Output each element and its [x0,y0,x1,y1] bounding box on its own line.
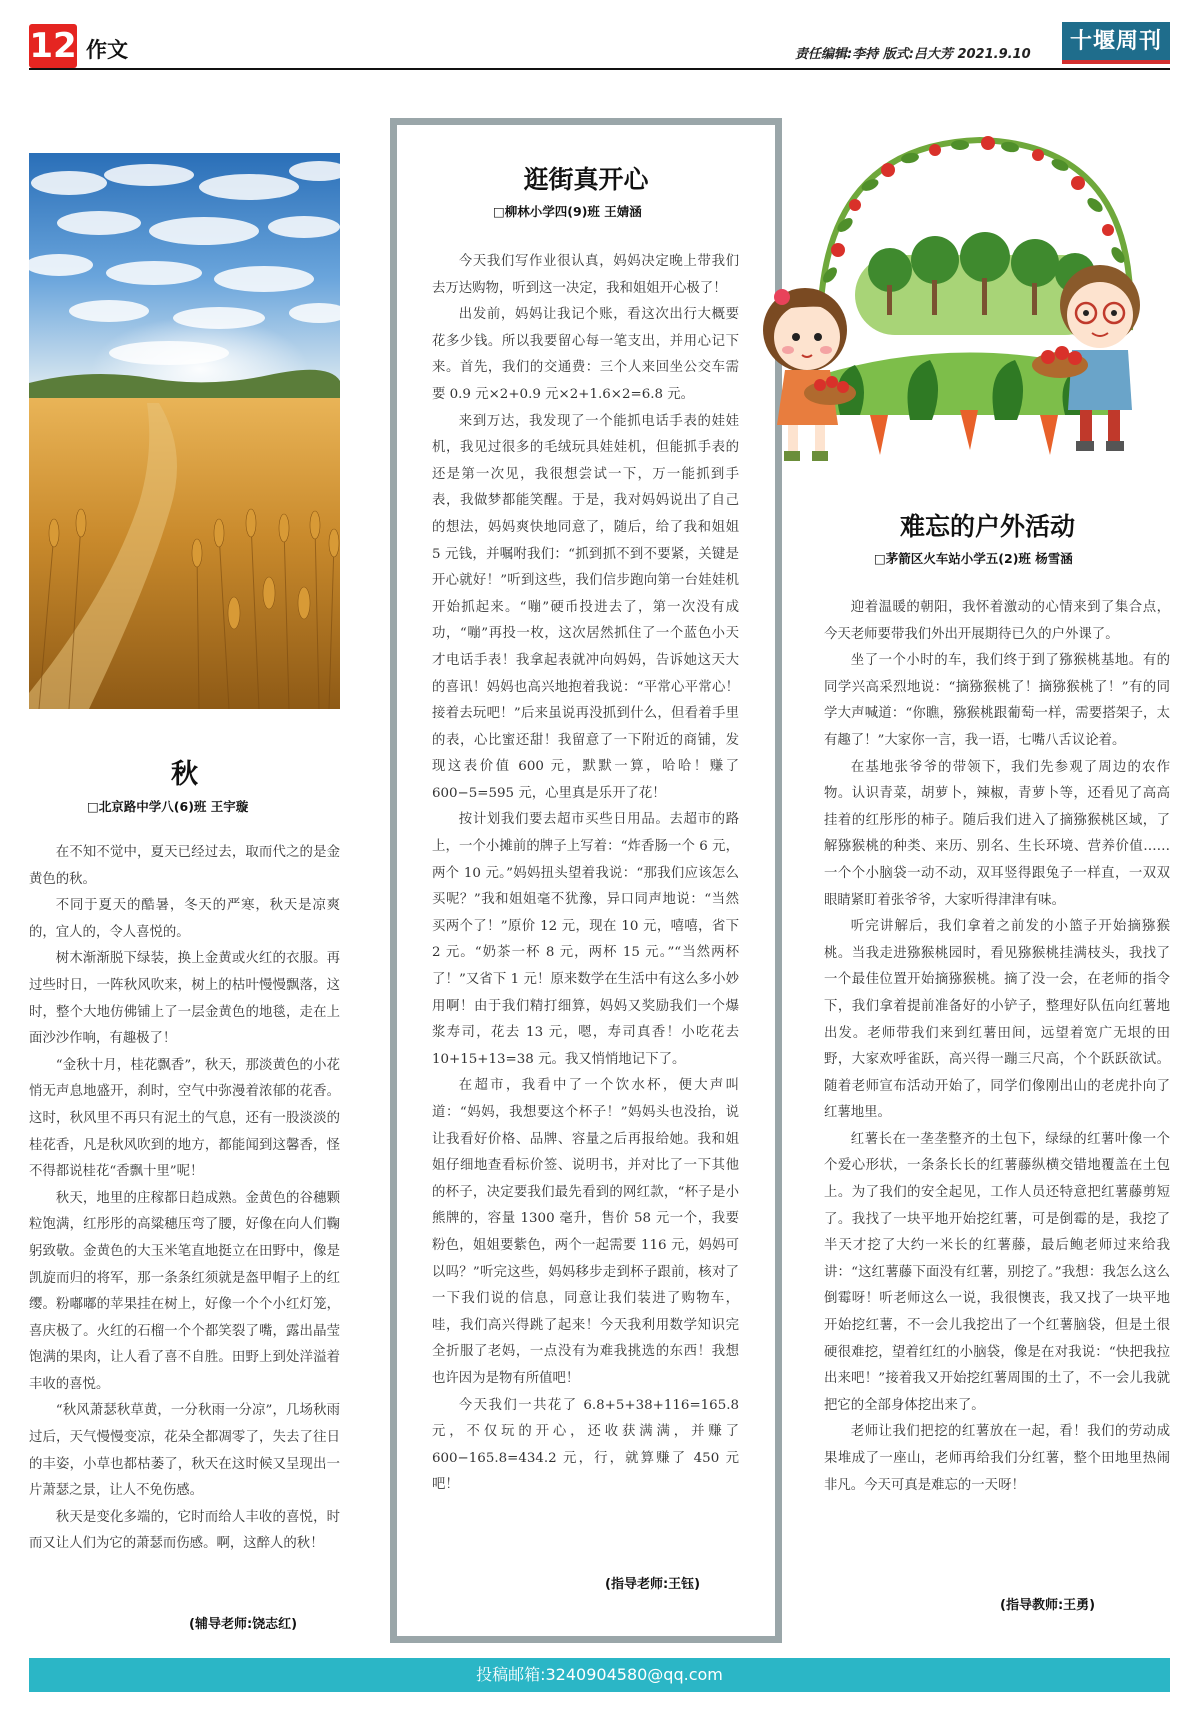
children-harvest-illustration [760,125,1170,470]
paragraph: 迎着温暖的朝阳，我怀着激动的心情来到了集合点，今天老师要带我们外出开展期待已久的户外课了。 [824,600,1170,642]
paragraph: 按计划我们要去超市买些日用品。去超市的路上，一个小摊前的牌子上写着：“炸香肠一个 6 元，两个 10 元。”妈妈扭头望着我说：“那我们应该怎么买呢？”我和姐姐毫不犹豫，异口同声地说：“当然买两个了！”原价 12 元，现在 10 元，嘻嘻，省下 2 元。“奶茶一杯 8 元，两杯 15 元。”“当然两杯了！”又省下 1 元！原来数学在生活中有这么多小妙用啊！由于我们精打细算，妈妈又奖励我们一个爆浆寿司，花去 13 元，嗯，寿司真香！小吃花去 10+15+13=38 元。我又悄悄地记下了。 [432,812,739,1067]
paragraph: “秋风萧瑟秋草黄，一分秋雨一分凉”，几场秋雨过后，天气慢慢变凉，花朵全都凋零了，失去了往日的丰姿，小草也都枯萎了，秋天在这时候又呈现出一片萧瑟之景，让人不免伤感。 [29,1403,340,1499]
article-title: 逛街真开心 [523,165,649,194]
paragraph: 在不知不觉中，夏天已经过去，取而代之的是金黄色的秋。 [29,845,340,887]
wheat-field-photo [29,153,340,709]
article-body [432,249,739,1499]
paragraph: 听完讲解后，我们拿着之前发的小篮子开始摘猕猴桃。当我走进猕猴桃园时，看见猕猴桃挂满枝头，我找了一个最佳位置开始摘猕猴桃。摘了没一会，在老师的指令下，我们拿着提前准备好的小铲子，整理好队伍向红薯地出发。老师带我们来到红薯田间，远望着宽广无垠的田野，大家欢呼雀跃，高兴得一蹦三尺高，个个跃跃欲试。随着老师宣布活动开始了，同学们像刚出山的老虎扑向了红薯地里。 [824,919,1170,1121]
header-divider [29,68,1170,70]
section-title: 作文 [86,38,128,62]
masthead-logo: 十堰周刊 [1062,22,1170,64]
paragraph: 红薯长在一垄垄整齐的土包下，绿绿的红薯叶像一个个爱心形状，一条条长长的红薯藤纵横交错地覆盖在土包上。为了我们的安全起见，工作人员还特意把红薯藤剪短了。我找了一块平地开始挖红薯，可是倒霉的是，我挖了半天才挖了大约一米长的红薯藤，最后鲍老师过来给我讲：“这红薯藤下面没有红薯，别挖了。”我想：我怎么这么倒霉呀！听老师这么一说，我很懊丧，我又找了一块平地开始挖红薯，不一会儿我挖出了一个红薯脑袋，但是土很硬很难挖，望着红红的小脑袋，像是在对我说：“快把我拉出来吧！”接着我又开始挖红薯周围的土了，不一会儿我就把它的全部身体挖出来了。 [824,1131,1170,1413]
paragraph: 树木渐渐脱下绿装，换上金黄或火红的衣服。再过些时日，一阵秋风吹来，树上的枯叶慢慢飘落，这时，整个大地仿佛铺上了一层金黄色的地毯，走在上面沙沙作响，有趣极了！ [29,951,340,1047]
article-body [29,840,340,1558]
page-number: 12 [29,26,77,66]
article-title: 难忘的户外活动 [899,512,1075,541]
paragraph: 出发前，妈妈让我记个账，看这次出行大概要花多少钱。所以我要留心每一笔支出，并用心记下来。首先，我们的交通费：三个人来回坐公交车需要 0.9 元×2+0.9 元×2+1.6×2=6.8 元。 [432,307,739,402]
submission-email-bar: 投稿邮箱:3240904580@qq.com [29,1658,1170,1692]
paragraph: 秋天，地里的庄稼都日趋成熟。金黄色的谷穗颗粒饱满，红彤彤的高粱穗压弯了腰，好像在向人们鞠躬致敬。金黄色的大玉米笔直地挺立在田野中，像是凯旋而归的将军，那一条条红须就是盔甲帽子上的红缨。粉嘟嘟的苹果挂在树上，好像一个个小红灯笼，喜庆极了。火红的石榴一个个都笑裂了嘴，露出晶莹饱满的果肉，让人看了喜不自胜。田野上到处洋溢着丰收的喜悦。 [29,1190,340,1392]
paragraph: 来到万达，我发现了一个能抓电话手表的娃娃机，我见过很多的毛绒玩具娃娃机，但能抓手表的还是第一次见，我很想尝试一下，万一能抓到手表，我做梦都能笑醒。于是，我对妈妈说出了自己的想法，妈妈爽快地同意了，随后，给了我和姐姐 5 元钱，并嘱咐我们：“抓到抓不到不要紧，关键是开心就好！”听到这些，我们信步跑向第一台娃娃机开始抓起来。“嘣”硬币投进去了，第一次没有成功，“嘣”再投一枚，这次居然抓住了一个蓝色小天才电话手表！我拿起表就冲向妈妈，告诉她这天大的喜讯！妈妈也高兴地抱着我说：“平常心平常心！接着去玩吧！”后来虽说再没抓到什么，但看着手里的表，心比蜜还甜！我留意了一下附近的商铺，发现这表价值 600 元，默默一算，哈哈！赚了 600−5=595 元，心里真是乐开了花！ [432,413,739,801]
article-byline: □柳林小学四(9)班 王婧涵 [493,204,642,219]
teacher-credit: (指导教师:王勇) [1000,1598,1096,1613]
article-title: 秋 [171,759,198,790]
editor-credits: 责任编辑:李持 版式:吕大芳 2021.9.10 [795,47,1031,62]
paragraph: 在超市，我看中了一个饮水杯，便大声叫道：“妈妈，我想要这个杯子！”妈妈头也没抬，说让我看好价格、品牌、容量之后再报给她。我和姐姐仔细地查看标价签、说明书，并对比了一下其他的杯子，决定要我们最先看到的网红款，“杯子是小熊牌的，容量 1300 毫升，售价 58 元一个，我要粉色，姐姐要紫色，两个一起需要 116 元，妈妈可以吗？”听完这些，妈妈移步走到杯子跟前，核对了一下我们说的信息，同意让我们装进了购物车，哇，我们高兴得跳了起来！今天我利用数学知识完全折服了老妈，一点没有为难我挑选的东西！我想也许因为是物有所值吧！ [432,1078,739,1386]
paragraph: 今天我们一共花了 6.8+5+38+116=165.8 元，不仅玩的开心，还收获满满，并赚了 600−165.8=434.2 元，行，就算赚了 450 元吧！ [432,1397,739,1493]
paragraph: 秋天是变化多端的，它时而给人丰收的喜悦，时而又让人们为它的萧瑟而伤感。啊，这醉人的秋！ [29,1509,340,1552]
paragraph: 不同于夏天的酷暑，冬天的严寒，秋天是凉爽的，宜人的，令人喜悦的。 [29,898,340,940]
teacher-credit: (辅导老师:饶志红) [189,1617,298,1632]
teacher-credit: (指导老师:王钰) [605,1577,701,1592]
article-byline: □茅箭区火车站小学五(2)班 杨雪涵 [874,551,1073,566]
article-body [824,595,1170,1499]
paragraph: 老师让我们把挖的红薯放在一起，看！我们的劳动成果堆成了一座山，老师再给我们分红薯，整个田地里热闹非凡。今天可真是难忘的一天呀！ [824,1424,1170,1493]
paragraph: 在基地张爷爷的带领下，我们先参观了周边的农作物。认识青菜，胡萝卜，辣椒，青萝卜等，还看见了高高挂着的红彤彤的柿子。随后我们进入了摘猕猴桃区域，了解猕猴桃的种类、来历、别名、生长环境、营养价值……一个个小脑袋一动不动，双耳竖得跟兔子一样直，一双双眼睛紧盯着张爷爷，大家听得津津有味。 [824,759,1170,908]
paragraph: 今天我们写作业很认真，妈妈决定晚上带我们去万达购物，听到这一决定，我和姐姐开心极了！ [432,254,739,296]
paragraph: “金秋十月，桂花飘香”，秋天，那淡黄色的小花悄无声息地盛开，刹时，空气中弥漫着浓郁的花香。这时，秋风里不再只有泥土的气息，还有一股淡淡的桂花香，凡是秋风吹到的地方，都能闻到这馨香，怪不得都说桂花“香飘十里”呢！ [29,1057,340,1180]
paragraph: 坐了一个小时的车，我们终于到了猕猴桃基地。有的同学兴高采烈地说：“摘猕猴桃了！摘猕猴桃了！”有的同学大声喊道：“你瞧，猕猴桃跟葡萄一样，需要搭架子，太有趣了！”大家你一言，我一语，七嘴八舌议论着。 [824,653,1170,748]
article-byline: □北京路中学八(6)班 王宇璇 [87,799,249,814]
